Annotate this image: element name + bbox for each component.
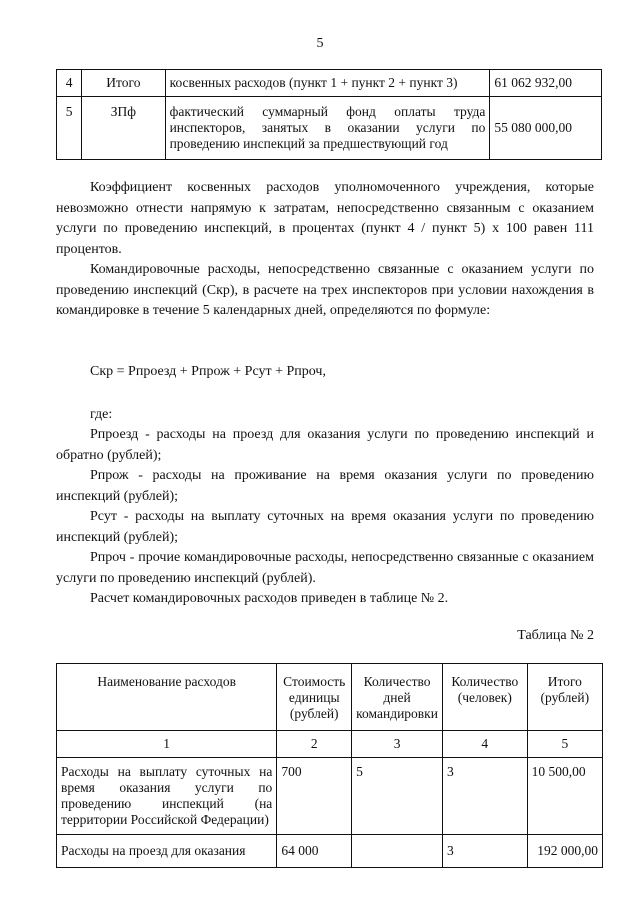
unit-cost: 700 bbox=[277, 758, 352, 835]
indirect-costs-table bbox=[56, 69, 602, 160]
table-header-row bbox=[57, 664, 603, 731]
expense-name: Расходы на выплату суточных на время оказания услуги по проведению инспекций (на территории Российской Федерации) bbox=[57, 758, 277, 835]
total: 192 000,00 bbox=[527, 835, 602, 868]
days: 5 bbox=[352, 758, 443, 835]
days bbox=[352, 835, 443, 868]
column-number-row bbox=[57, 731, 603, 758]
row-number: 5 bbox=[57, 97, 82, 160]
header-unit-cost: Стоимость единицы (рублей) bbox=[277, 664, 352, 731]
page-number: 5 bbox=[316, 36, 324, 51]
table-row bbox=[57, 70, 602, 97]
row-value: 61 062 932,00 bbox=[490, 70, 602, 97]
column-number: 3 bbox=[352, 731, 443, 758]
row-value: 55 080 000,00 bbox=[490, 97, 602, 160]
row-number: 4 bbox=[57, 70, 82, 97]
expense-name: Расходы на проезд для оказания bbox=[57, 835, 277, 868]
travel-costs-table bbox=[56, 663, 603, 868]
column-number: 2 bbox=[277, 731, 352, 758]
people: 3 bbox=[442, 835, 527, 868]
where-label: где: bbox=[90, 407, 113, 422]
row-code: ЗПф bbox=[82, 97, 165, 160]
column-number: 1 bbox=[57, 731, 277, 758]
row-code: Итого bbox=[82, 70, 165, 97]
coefficient-paragraph: Коэффициент косвенных расходов уполномоченного учреждения, которые невозможно отнести напрямую к затратам, непосредственно связанным с оказанием услуги по проведению инспекций, в процентах (пункт 4 / пункт 5) x 100 равен 111 процентов. bbox=[56, 180, 594, 257]
column-number: 5 bbox=[527, 731, 602, 758]
people: 3 bbox=[442, 758, 527, 835]
column-number: 4 bbox=[442, 731, 527, 758]
table-row bbox=[57, 97, 602, 160]
row-description: косвенных расходов (пункт 1 + пункт 2 + пункт 3) bbox=[165, 70, 490, 97]
header-people: Количество (человек) bbox=[442, 664, 527, 731]
header-days: Количество дней командировки bbox=[352, 664, 443, 731]
total: 10 500,00 bbox=[527, 758, 602, 835]
definition-rproch: Рпроч - прочие командировочные расходы, непосредственно связанные с оказанием услуги по проведению инспекций (рублей). bbox=[56, 550, 594, 586]
row-description: фактический суммарный фонд оплаты труда инспекторов, занятых в оказании услуги по проведению инспекций за предшествующий год bbox=[165, 97, 490, 160]
definition-rproezd: Рпроезд - расходы на проезд для оказания услуги по проведению инспекций и обратно (рублей); bbox=[56, 427, 594, 463]
table-row bbox=[57, 758, 603, 835]
header-name: Наименование расходов bbox=[57, 664, 277, 731]
table-label: Таблица № 2 bbox=[517, 628, 594, 643]
table-row bbox=[57, 835, 603, 868]
table-reference: Расчет командировочных расходов приведен в таблице № 2. bbox=[90, 591, 449, 606]
travel-expenses-paragraph: Командировочные расходы, непосредственно связанные с оказанием услуги по проведению инспекций (Скр), в расчете на трех инспекторов при условии нахождения в командировке в течение 5 календарных дней, определяются по формуле: bbox=[56, 262, 594, 318]
formula: Скр = Рпроезд + Рпрож + Рсут + Рпроч, bbox=[90, 364, 326, 379]
header-total: Итого (рублей) bbox=[527, 664, 602, 731]
unit-cost: 64 000 bbox=[277, 835, 352, 868]
definition-rsut: Рсут - расходы на выплату суточных на время оказания услуги по проведению инспекций (рублей); bbox=[56, 509, 594, 545]
definition-rprozh: Рпрож - расходы на проживание на время оказания услуги по проведению инспекций (рублей); bbox=[56, 468, 594, 504]
